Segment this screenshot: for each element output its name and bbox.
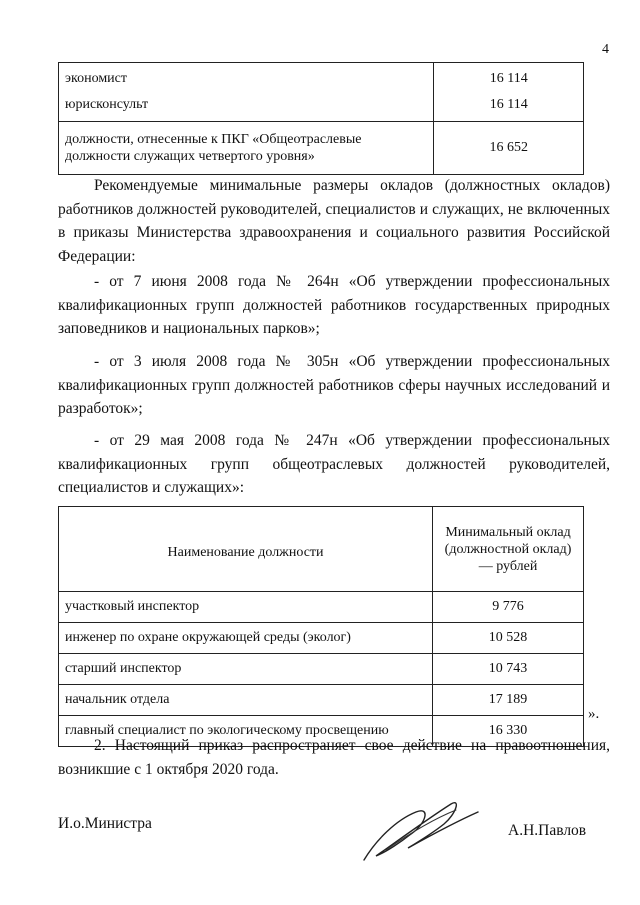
point-2-paragraph: 2. Настоящий приказ распространяет свое действие на правоотношения, возникшие с 1 октября 2020 года. — [58, 737, 610, 778]
position-name: участковый инспектор — [59, 592, 433, 623]
salary-value: 17 189 — [433, 685, 584, 716]
signatory-name: А.Н.Павлов — [508, 822, 587, 839]
table-row — [59, 685, 584, 716]
intro-paragraph: Рекомендуемые минимальные размеры окладов (должностных окладов) работников должностей руководителей, специалистов и служащих, не включенных в приказы Министерства здравоохранения и социального развития Российской Федерации: — [58, 177, 610, 265]
column-header-line: (должностной оклад) — [444, 541, 572, 557]
salary-value: 16 114 — [489, 97, 528, 112]
closing-quote-mark: ». — [588, 706, 600, 722]
order-item-264n: - от 7 июня 2008 года № 264н «Об утверждении профессиональных квалификационных групп должностей работников государственных природных заповедников и национальных парков»; — [58, 273, 610, 337]
table-row — [59, 63, 584, 122]
column-header-position: Наименование должности — [59, 507, 433, 592]
salary-value: 10 743 — [433, 654, 584, 685]
table-row — [59, 122, 584, 175]
salary-value: 16 330 — [433, 716, 584, 747]
table-row — [59, 592, 584, 623]
column-header-line: Минимальный оклад — [445, 524, 571, 540]
position-name: должности, отнесенные к ПКГ «Общеотраслевые — [65, 132, 362, 147]
position-name: начальник отдела — [59, 685, 433, 716]
table-header-row — [59, 507, 584, 592]
position-name: должности служащих четвертого уровня» — [65, 149, 315, 164]
salary-value: 9 776 — [433, 592, 584, 623]
salary-table-continued — [58, 62, 584, 175]
salary-value: 16 114 — [489, 71, 528, 86]
salary-value: 10 528 — [433, 623, 584, 654]
salary-value: 16 652 — [434, 122, 584, 175]
position-name-cell — [59, 122, 434, 175]
position-name: старший инспектор — [59, 654, 433, 685]
position-name-cell — [59, 63, 434, 122]
position-name: главный специалист по экологическому просвещению — [59, 716, 433, 747]
column-header-line: — рублей — [478, 558, 538, 574]
position-name: инженер по охране окружающей среды (эколог) — [59, 623, 433, 654]
table-row — [59, 654, 584, 685]
position-name: юрисконсульт — [65, 97, 149, 112]
order-item-305n: - от 3 июля 2008 года № 305н «Об утверждении профессиональных квалификационных групп должностей работников сферы научных исследований и разработок»; — [58, 353, 610, 417]
salary-value-cell — [434, 63, 584, 122]
salary-table — [58, 506, 584, 747]
order-item-247n: - от 29 мая 2008 года № 247н «Об утверждении профессиональных квалификационных групп общеотраслевых должностей руководителей, специалистов и служащих»: — [58, 432, 610, 496]
position-name: экономист — [65, 71, 128, 86]
table-row — [59, 623, 584, 654]
signatory-title: И.о.Министра — [58, 815, 152, 832]
page-number: 4 — [602, 42, 609, 57]
handwritten-signature — [356, 790, 486, 870]
column-header-salary — [433, 507, 584, 592]
